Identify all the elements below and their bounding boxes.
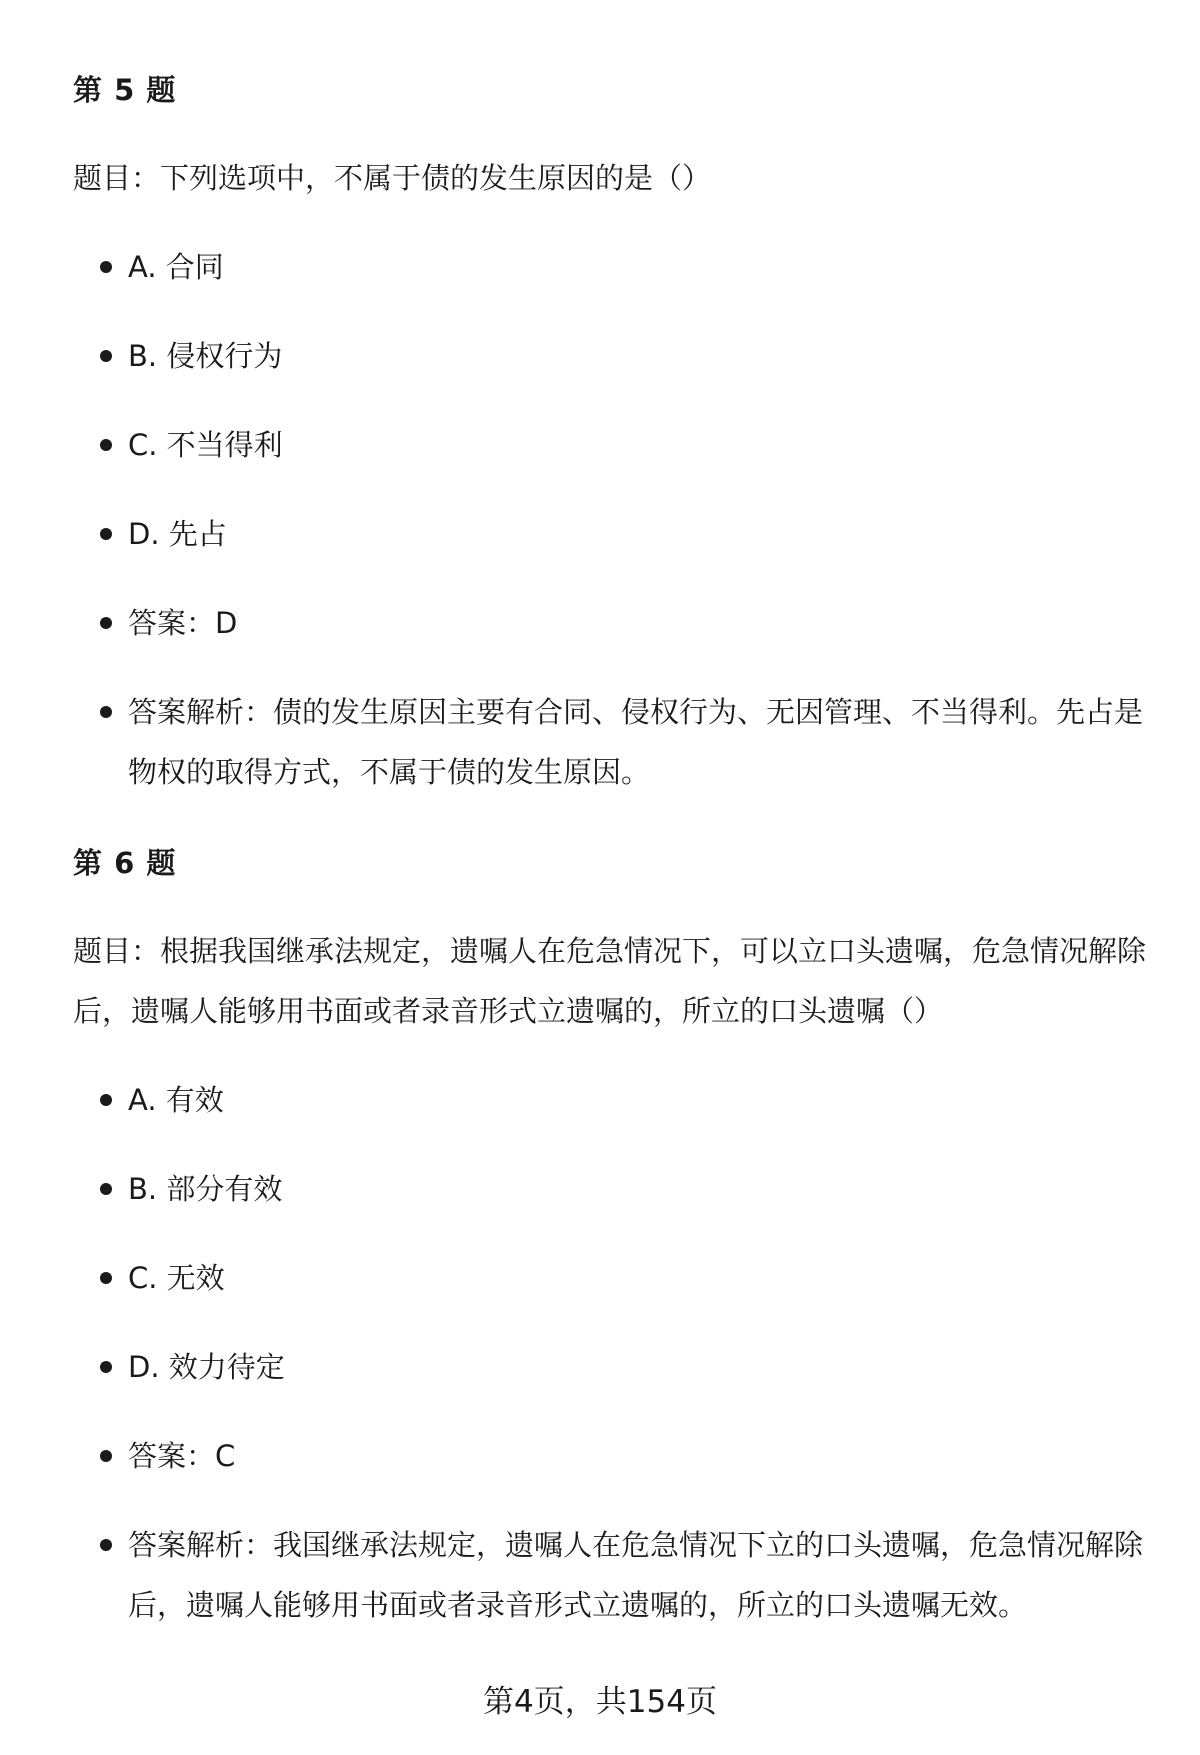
bullet-icon: [100, 261, 112, 273]
analysis-item: [100, 682, 1150, 802]
bullet-icon: [100, 350, 112, 362]
bullet-icon: [100, 1272, 112, 1284]
option-text: B. 侵权行为: [128, 339, 283, 373]
option-text: C. 无效: [128, 1261, 225, 1295]
question-stem: 题目：下列选项中，不属于债的发生原因的是（）: [73, 161, 712, 195]
bullet-icon: [100, 706, 112, 718]
option-item: [100, 504, 1150, 564]
option-item: [100, 415, 1150, 475]
analysis-item: [100, 1515, 1150, 1635]
bullet-icon: [100, 1539, 112, 1551]
answer-text: 答案：C: [128, 1439, 236, 1473]
bullet-icon: [100, 617, 112, 629]
option-item: [100, 1159, 1150, 1219]
option-item: [100, 1337, 1150, 1397]
answer-item: [100, 593, 1150, 653]
bullet-icon: [100, 528, 112, 540]
option-item: [100, 1070, 1150, 1130]
option-text: A. 合同: [128, 250, 224, 284]
option-text: B. 部分有效: [128, 1172, 283, 1206]
answer-item: [100, 1426, 1150, 1486]
option-item: [100, 237, 1150, 297]
analysis-text: 答案解析：我国继承法规定，遗嘱人在危急情况下立的口头遗嘱，危急情况解除后，遗嘱人能够用书面或者录音形式立遗嘱的，所立的口头遗嘱无效。: [128, 1528, 1144, 1622]
option-text: D. 先占: [128, 517, 227, 551]
option-text: D. 效力待定: [128, 1350, 285, 1384]
option-text: A. 有效: [128, 1083, 224, 1117]
option-text: C. 不当得利: [128, 428, 283, 462]
bullet-icon: [100, 439, 112, 451]
question-title: 第 6 题: [73, 846, 177, 880]
option-item: [100, 1248, 1150, 1308]
answer-text: 答案：D: [128, 606, 238, 640]
bullet-icon: [100, 1094, 112, 1106]
bullet-icon: [100, 1183, 112, 1195]
option-item: [100, 326, 1150, 386]
page-footer: 第4页，共154页: [483, 1684, 717, 1720]
bullet-icon: [100, 1450, 112, 1462]
question-title: 第 5 题: [73, 73, 177, 107]
analysis-text: 答案解析：债的发生原因主要有合同、侵权行为、无因管理、不当得利。先占是物权的取得方式，不属于债的发生原因。: [128, 695, 1144, 789]
bullet-icon: [100, 1361, 112, 1373]
question-stem: 题目：根据我国继承法规定，遗嘱人在危急情况下，可以立口头遗嘱，危急情况解除后，遗嘱人能够用书面或者录音形式立遗嘱的，所立的口头遗嘱（）: [73, 934, 1147, 1028]
